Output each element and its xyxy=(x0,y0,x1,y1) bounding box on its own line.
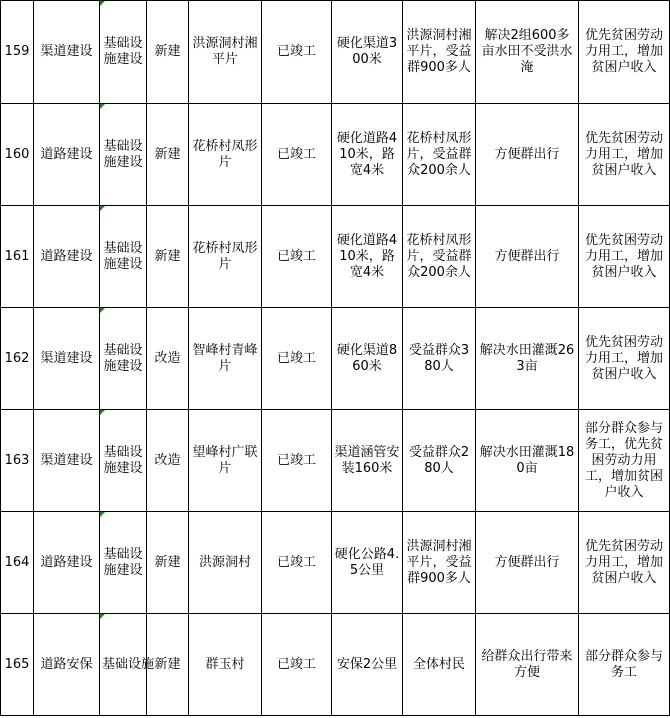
benefit-cell: 洪源洞村湘平片，受益群900多人 xyxy=(403,1,476,104)
scale-cell: 硬化渠道860米 xyxy=(332,308,403,410)
project-name-cell: 渠道建设 xyxy=(34,308,100,410)
mechanism-cell: 部分群众参与务工 xyxy=(579,614,670,716)
location-cell: 花桥村凤形片 xyxy=(189,104,262,206)
table-row xyxy=(1,512,670,614)
project-name-cell: 道路建设 xyxy=(34,104,100,206)
row-number: 160 xyxy=(1,104,34,206)
row-number: 162 xyxy=(1,308,34,410)
category-cell: 基础设施建设 xyxy=(100,308,147,410)
status-cell: 已竣工 xyxy=(262,206,332,308)
status-cell: 已竣工 xyxy=(262,308,332,410)
category-cell: 基础设施建设 xyxy=(100,512,147,614)
status-cell: 已竣工 xyxy=(262,614,332,716)
location-cell: 洪源洞村湘平片 xyxy=(189,1,262,104)
benefit-cell: 洪源洞村湘平片，受益群900多人 xyxy=(403,512,476,614)
effect-cell: 给群众出行带来方便 xyxy=(476,614,579,716)
nature-cell: 改造 xyxy=(147,410,189,512)
table-row xyxy=(1,614,670,716)
table-row xyxy=(1,206,670,308)
status-cell: 已竣工 xyxy=(262,410,332,512)
effect-cell: 方便群出行 xyxy=(476,104,579,206)
effect-cell: 方便群出行 xyxy=(476,512,579,614)
location-cell: 望峰村广联片 xyxy=(189,410,262,512)
benefit-cell: 花桥村凤形片，受益群众200余人 xyxy=(403,206,476,308)
project-name-cell: 道路安保 xyxy=(34,614,100,716)
table-row xyxy=(1,1,670,104)
row-number: 165 xyxy=(1,614,34,716)
scale-cell: 硬化渠道300米 xyxy=(332,1,403,104)
nature-cell: 新建 xyxy=(147,512,189,614)
category-cell: 基础设施建设 xyxy=(100,1,147,104)
mechanism-cell: 优先贫困劳动力用工，增加贫困户收入 xyxy=(579,1,670,104)
benefit-cell: 受益群众280人 xyxy=(403,410,476,512)
location-cell: 洪源洞村 xyxy=(189,512,262,614)
row-number: 163 xyxy=(1,410,34,512)
benefit-cell: 花桥村凤形片，受益群众200余人 xyxy=(403,104,476,206)
nature-cell: 新建 xyxy=(147,1,189,104)
project-name-cell: 道路建设 xyxy=(34,512,100,614)
mechanism-cell: 优先贫困劳动力用工，增加贫困户收入 xyxy=(579,104,670,206)
mechanism-cell: 部分群众参与务工，优先贫困劳动力用工，增加贫困户收入 xyxy=(579,410,670,512)
nature-cell: 改造 xyxy=(147,308,189,410)
table-row xyxy=(1,410,670,512)
effect-cell: 方便群出行 xyxy=(476,206,579,308)
row-number: 161 xyxy=(1,206,34,308)
row-number: 159 xyxy=(1,1,34,104)
location-cell: 花桥村凤形片 xyxy=(189,206,262,308)
status-cell: 已竣工 xyxy=(262,104,332,206)
category-cell: 基础设施建设 xyxy=(100,104,147,206)
nature-cell: 新建 xyxy=(147,206,189,308)
nature-cell: 新建 xyxy=(147,614,189,716)
scale-cell: 安保2公里 xyxy=(332,614,403,716)
benefit-cell: 受益群众380人 xyxy=(403,308,476,410)
table-row xyxy=(1,308,670,410)
status-cell: 已竣工 xyxy=(262,512,332,614)
effect-cell: 解决水田灌溉180亩 xyxy=(476,410,579,512)
scale-cell: 硬化公路4.5公里 xyxy=(332,512,403,614)
row-number: 164 xyxy=(1,512,34,614)
mechanism-cell: 优先贫困劳动力用工，增加贫困户收入 xyxy=(579,206,670,308)
effect-cell: 解决水田灌溉263亩 xyxy=(476,308,579,410)
table-row xyxy=(1,104,670,206)
mechanism-cell: 优先贫困劳动力用工，增加贫困户收入 xyxy=(579,512,670,614)
location-cell: 智峰村青峰片 xyxy=(189,308,262,410)
effect-cell: 解决2组600多亩水田不受洪水淹 xyxy=(476,1,579,104)
status-cell: 已竣工 xyxy=(262,1,332,104)
nature-cell: 新建 xyxy=(147,104,189,206)
category-cell: 基础设施建设 xyxy=(100,410,147,512)
category-cell: 基础设施建设 xyxy=(100,206,147,308)
project-name-cell: 渠道建设 xyxy=(34,410,100,512)
project-name-cell: 道路建设 xyxy=(34,206,100,308)
mechanism-cell: 优先贫困劳动力用工，增加贫困户收入 xyxy=(579,308,670,410)
project-name-cell: 渠道建设 xyxy=(34,1,100,104)
scale-cell: 渠道涵管安装160米 xyxy=(332,410,403,512)
benefit-cell: 全体村民 xyxy=(403,614,476,716)
location-cell: 群玉村 xyxy=(189,614,262,716)
scale-cell: 硬化道路410米，路宽4米 xyxy=(332,206,403,308)
scale-cell: 硬化道路410米，路宽4米 xyxy=(332,104,403,206)
category-cell: 基础设施 xyxy=(100,614,147,716)
